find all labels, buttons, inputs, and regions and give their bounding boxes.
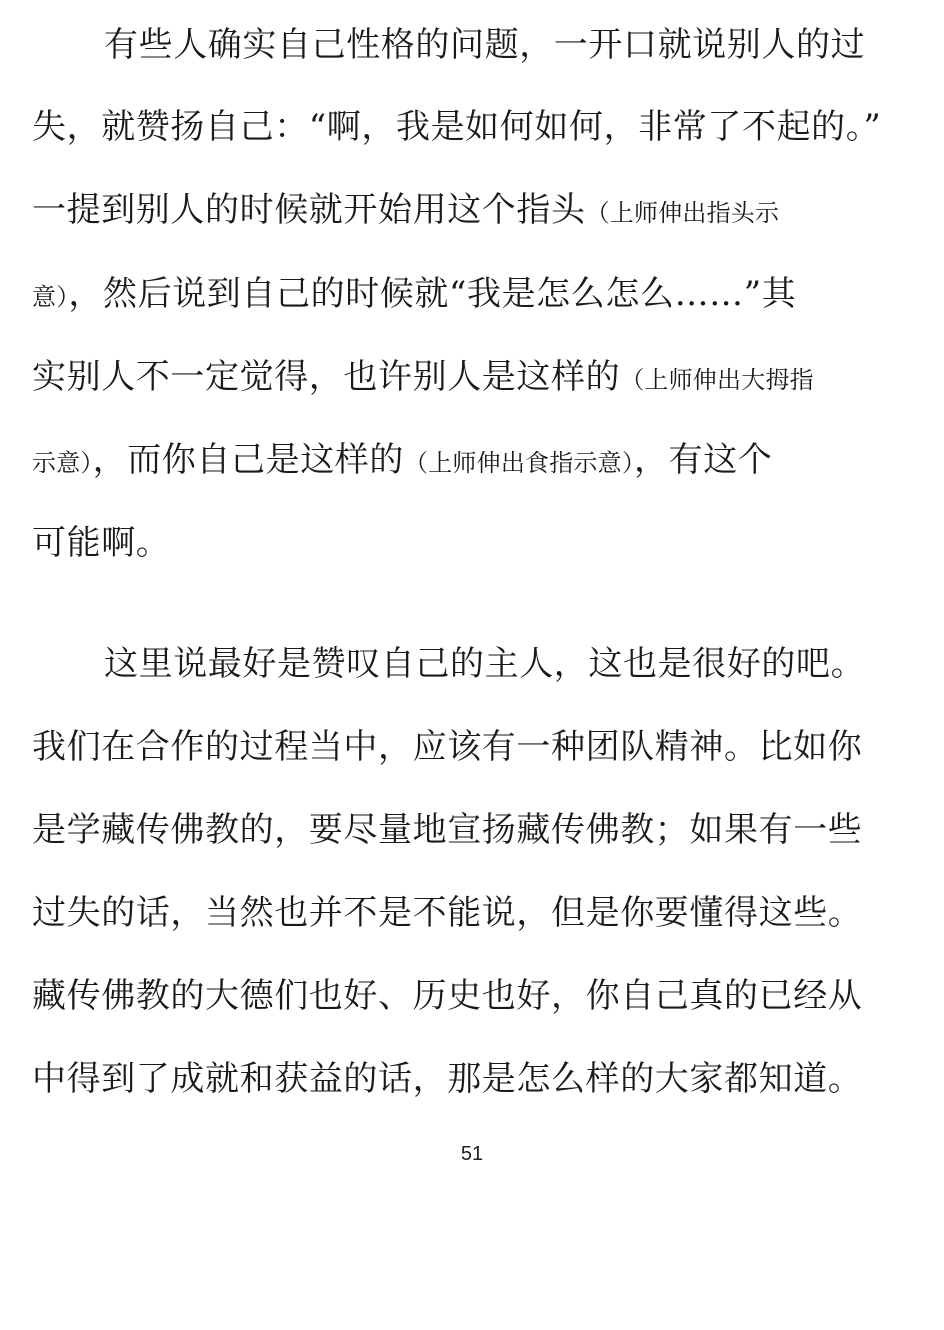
paragraph-1-line-6	[32, 440, 916, 480]
line-text: 可能啊。	[32, 523, 171, 563]
line-text: 过失的话，当然也并不是不能说，但是你要懂得这些。	[32, 893, 863, 933]
paragraph-1-line-7	[32, 523, 916, 563]
paragraph-1-line-2	[32, 107, 916, 147]
line-text: ，然后说到自己的时候就“我是怎么怎么……”其	[68, 274, 797, 314]
line-text: 是学藏传佛教的，要尽量地宣扬藏传佛教；如果有一些	[32, 810, 863, 850]
line-text: 有些人确实自己性格的问题，一开口就说别人的过	[104, 25, 866, 65]
gesture-note: 意）	[32, 283, 69, 311]
paragraph-1-line-5	[32, 357, 916, 397]
paragraph-2-line-1	[104, 644, 916, 684]
paragraph-1-line-1	[104, 25, 916, 65]
paragraph-2-line-3	[32, 810, 916, 850]
line-text: 藏传佛教的大德们也好、历史也好，你自己真的已经从	[32, 976, 863, 1016]
line-text: 一提到别人的时候就开始用这个指头	[32, 190, 586, 230]
line-text: 这里说最好是赞叹自己的主人，这也是很好的吧。	[104, 644, 866, 684]
page-number: 51	[460, 1143, 484, 1165]
gesture-note: 示意）	[32, 449, 93, 477]
gesture-note: （上师伸出指头示	[585, 199, 780, 227]
paragraph-2-line-5	[32, 976, 916, 1016]
paragraph-1-line-4	[32, 274, 916, 314]
line-text: ，而你自己是这样的	[92, 440, 405, 480]
gesture-note: （上师伸出食指示意）	[404, 449, 635, 477]
gesture-note: （上师伸出大拇指	[620, 366, 814, 394]
line-text: 实别人不一定觉得，也许别人是这样的	[32, 357, 621, 397]
line-text: 我们在合作的过程当中，应该有一种团队精神。比如你	[32, 727, 863, 767]
line-text: 中得到了成就和获益的话，那是怎么样的大家都知道。	[32, 1059, 863, 1099]
paragraph-1-line-3	[32, 190, 916, 230]
paragraph-2-line-2	[32, 727, 916, 767]
paragraph-2-line-4	[32, 893, 916, 933]
paragraph-2-line-6	[32, 1059, 916, 1099]
line-text: 失，就赞扬自己：“啊，我是如何如何，非常了不起的。”	[32, 107, 882, 147]
line-text: ，有这个	[634, 440, 773, 480]
